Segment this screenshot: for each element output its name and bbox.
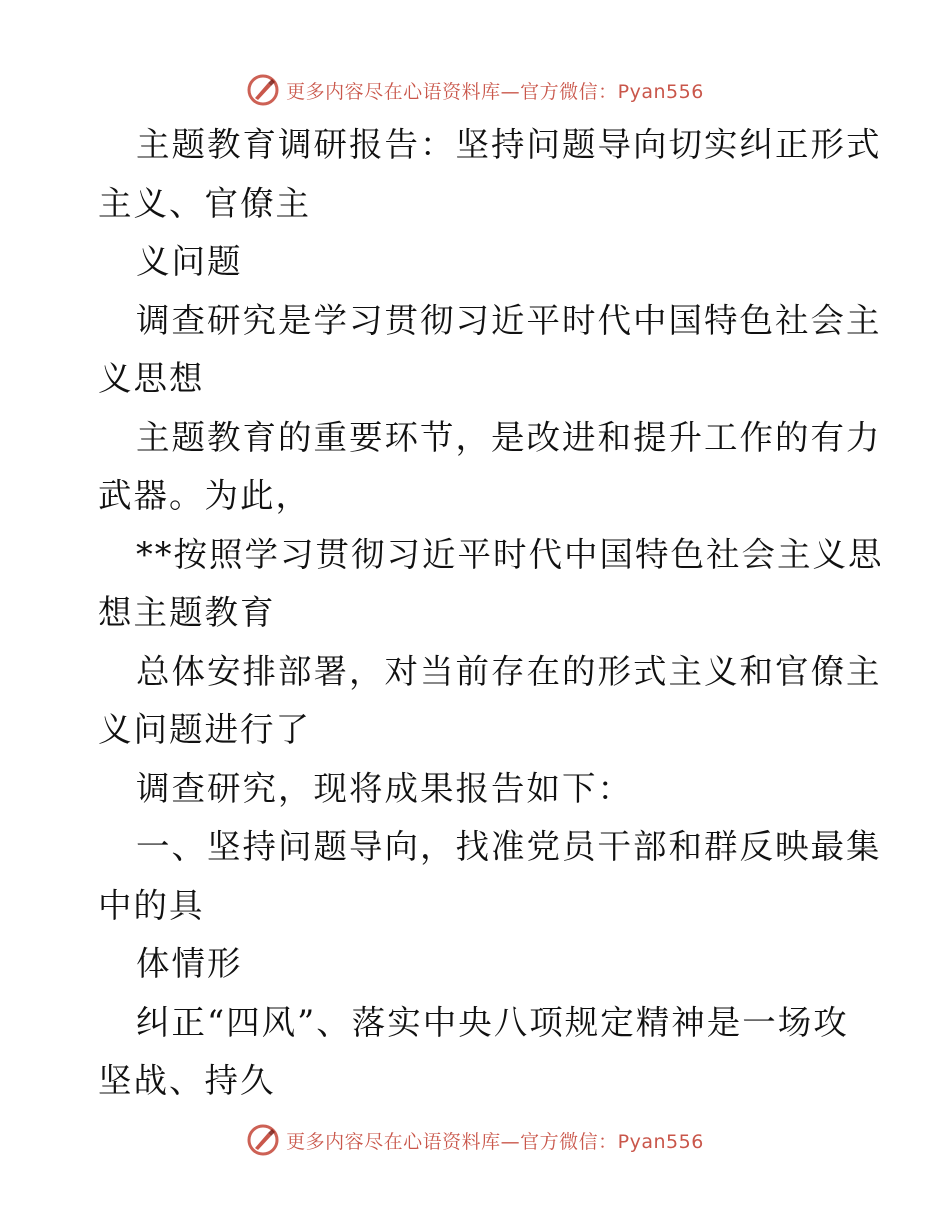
text-line: 武器。为此，: [98, 476, 311, 515]
text-line: 总体安排部署，对当前存在的形式主义和官僚主: [136, 651, 882, 691]
text-line: 义问题进行了: [98, 710, 311, 749]
footer-watermark: [0, 1120, 950, 1160]
text-line: 体情形: [136, 944, 243, 983]
text-line: 想主题教育: [98, 593, 276, 632]
text-line: 纠正“四风”、落实中央八项规定精神是一场攻: [136, 1002, 849, 1042]
text-line: 主题教育的重要环节，是改进和提升工作的有力: [136, 417, 882, 457]
text-line: 主义、官僚主: [98, 183, 311, 223]
text-line: **按照学习贯彻习近平时代中国特色社会主义思: [136, 534, 884, 574]
text-line: 调查研究，现将成果报告如下：: [136, 768, 633, 808]
text-line: 中的具: [98, 885, 205, 925]
text-line: 一、坚持问题导向，找准党员干部和群反映最集: [136, 827, 882, 866]
pen-logo-icon: [246, 73, 280, 107]
header-watermark-text: 更多内容尽在心语资料库—官方微信：Pyan556: [286, 80, 704, 103]
footer-watermark-text: 更多内容尽在心语资料库—官方微信：Pyan556: [286, 1130, 704, 1153]
text-line: 调查研究是学习贯彻习近平时代中国特色社会主: [136, 300, 882, 340]
header-watermark: [0, 70, 950, 110]
text-line: 主题教育调研报告：坚持问题导向切实纠正形式: [136, 125, 882, 164]
text-line: 义问题: [136, 242, 243, 281]
document-body: [98, 116, 884, 1111]
text-line: 义思想: [98, 359, 205, 398]
text-line: 坚战、持久: [98, 1061, 276, 1100]
pen-logo-icon: [246, 1123, 280, 1157]
